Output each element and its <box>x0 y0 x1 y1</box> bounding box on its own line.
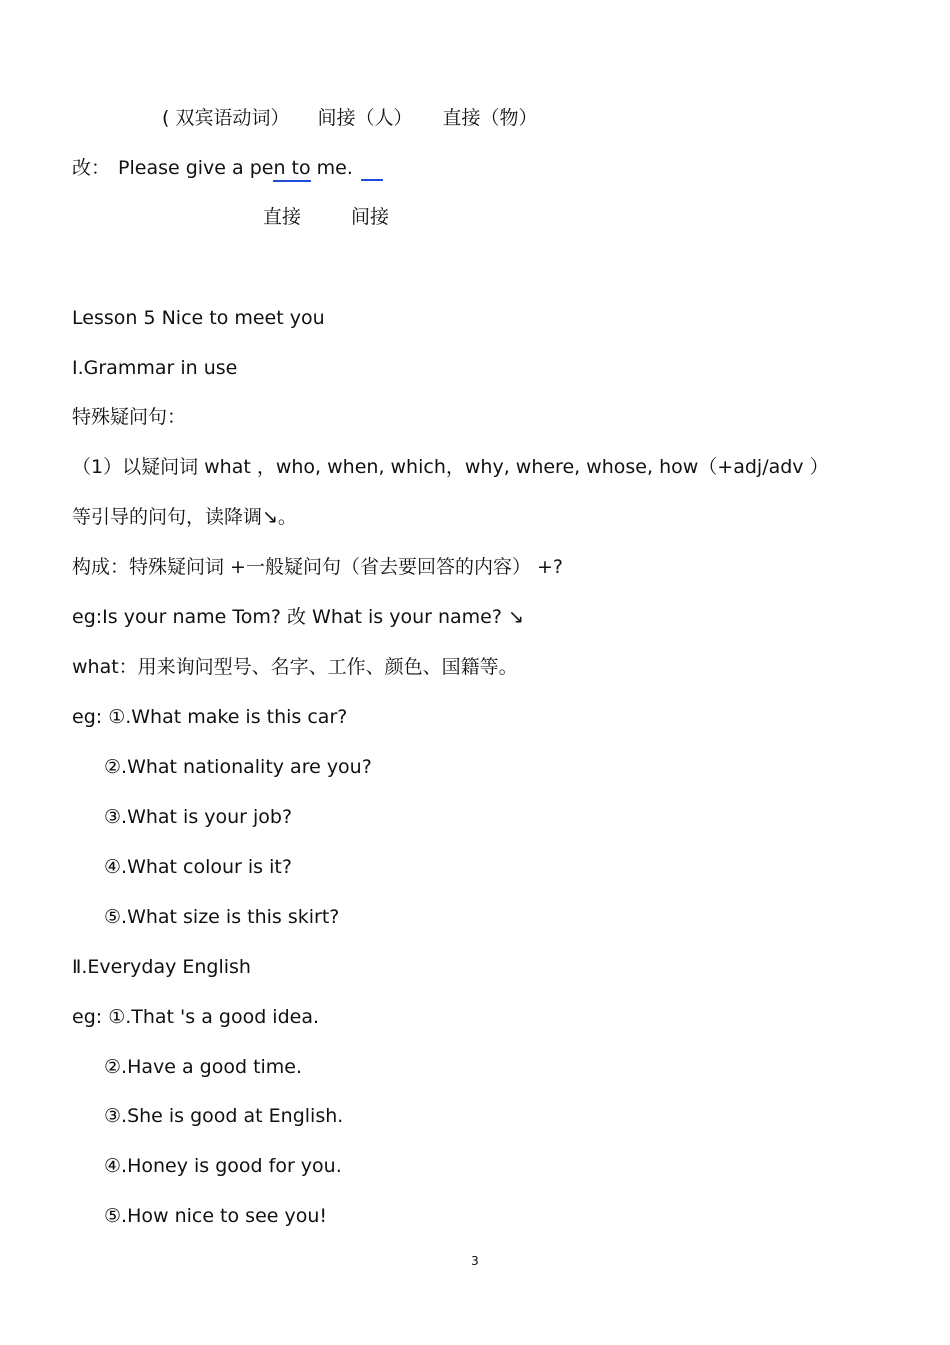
lesson-title: Lesson 5 Nice to meet you <box>72 307 325 329</box>
section-everyday-title: Ⅱ.Everyday English <box>72 956 251 978</box>
rewrite-prefix: 改： <box>72 157 111 179</box>
grammar-example-5: ⑤.What size is this skirt? <box>104 906 340 928</box>
rewrite-sentence <box>72 156 383 181</box>
indirect-person-label: 间接（人） <box>317 107 413 129</box>
special-question-line-2: 等引导的问句，读降调↘。 <box>72 506 297 528</box>
everyday-example-3: ③.She is good at English. <box>104 1105 344 1127</box>
page-number: 3 <box>471 1254 479 1268</box>
grammar-example-2: ②.What nationality are you? <box>104 756 372 778</box>
special-question-line-1: （1）以疑问词 what ，who, when, which，why, where, whose, how（+adj/adv ） <box>72 456 829 478</box>
everyday-example-1: eg: ①.That 's a good idea. <box>72 1006 320 1028</box>
double-object-note: ( 双宾语动词） <box>162 107 290 129</box>
rewrite-after: me. <box>310 157 353 179</box>
blank-underline <box>361 161 383 181</box>
everyday-example-4: ④.Honey is good for you. <box>104 1155 342 1177</box>
indirect-label: 间接 <box>351 206 390 228</box>
grammar-example-1: eg: ①.What make is this car? <box>72 706 348 728</box>
grammar-example-3: ③.What is your job? <box>104 806 293 828</box>
rewrite-before: Please give a pe <box>118 157 274 179</box>
grammar-example-4: ④.What colour is it? <box>104 856 292 878</box>
double-object-labels <box>162 106 537 130</box>
rewrite-role-labels <box>263 205 389 229</box>
direct-label: 直接 <box>263 206 302 228</box>
section-grammar-title: Ⅰ.Grammar in use <box>72 357 238 379</box>
structure-line: 构成：特殊疑问词 +一般疑问句（省去要回答的内容） +? <box>72 556 564 578</box>
direct-thing-label: 直接（物） <box>442 107 538 129</box>
everyday-example-5: ⑤.How nice to see you! <box>104 1205 328 1227</box>
rewrite-underlined-text: n to <box>273 157 310 182</box>
everyday-example-2: ②.Have a good time. <box>104 1056 303 1078</box>
special-question-title: 特殊疑问句： <box>72 406 187 428</box>
what-usage-line: what：用来询问型号、名字、工作、颜色、国籍等。 <box>72 656 518 678</box>
example-line: eg:Is your name Tom? 改 What is your name? ↘ <box>72 606 524 628</box>
